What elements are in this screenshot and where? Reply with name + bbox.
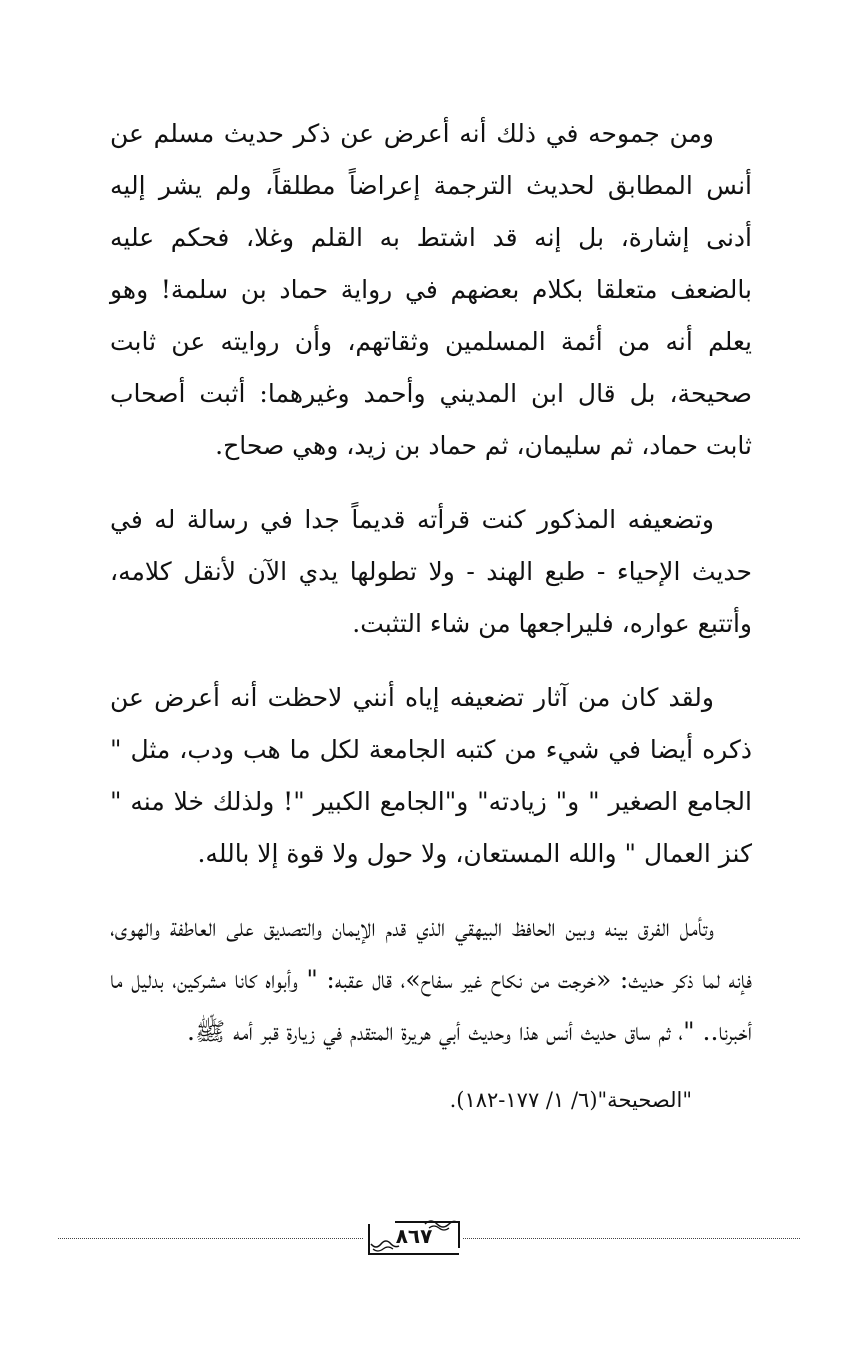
- page-number: ٨٦٧: [395, 1224, 433, 1248]
- page-footer: [58, 1218, 800, 1262]
- paragraph: وتضعيفه المذكور كنت قرأته قديماً جدا في رسالة له في حديث الإحياء - طبع الهند - ولا تطولها يدي الآن لأنقل كلامه، وأتتبع عواره، فليراجعها من شاء التثبت.: [110, 505, 752, 638]
- paragraph: ومن جموحه في ذلك أنه أعرض عن ذكر حديث مسلم عن أنس المطابق لحديث الترجمة إعراضاً مطلقاً، ولم يشر إليه أدنى إشارة، بل إنه قد اشتط به القلم وغلا، فحكم عليه بالضعف متعلقا بكلام بعضهم في رواية حماد بن سلمة! وهو يعلم أنه من أئمة المسلمين وثقاتهم، وأن روايته عن ثابت صحيحة، بل قال ابن المديني وأحمد وغيرهما: أثبت أصحاب ثابت حماد، ثم سليمان، ثم حماد بن زيد، وهي صحاح.: [110, 119, 752, 460]
- footer-rule-left: [58, 1238, 363, 1239]
- footer-rule-right: [463, 1238, 800, 1239]
- paragraph: وتأمل الفرق بينه وبين الحافظ البيهقي الذي قدم الإيمان والتصديق على العاطفة والهوى، فإنه لما ذكر حديث: «خرجت من نكاح غير سفاح»، قال عقبه: " وأبواه كانا مشركين، بدليل ما أخبرنا.. "، ثم ساق حديث أنس هذا وحديث أبي هريرة المتقدم في زيارة قبر أمه ﷺ.: [110, 913, 752, 1046]
- source-citation: "الصحيحة"(٦/ ١/ ١٧٧-١٨٢).: [449, 1088, 692, 1112]
- main-text: [110, 108, 752, 1120]
- page-number-frame: [365, 1218, 463, 1258]
- paragraph: ولقد كان من آثار تضعيفه إياه أنني لاحظت أنه أعرض عن ذكره أيضا في شيء من كتبه الجامعة لكل ما هب ودب، مثل " الجامع الصغير " و" زيادته" و"الجامع الكبير "! ولذلك خلا منه " كنز العمال " والله المستعان، ولا حول ولا قوة إلا بالله.: [110, 683, 752, 868]
